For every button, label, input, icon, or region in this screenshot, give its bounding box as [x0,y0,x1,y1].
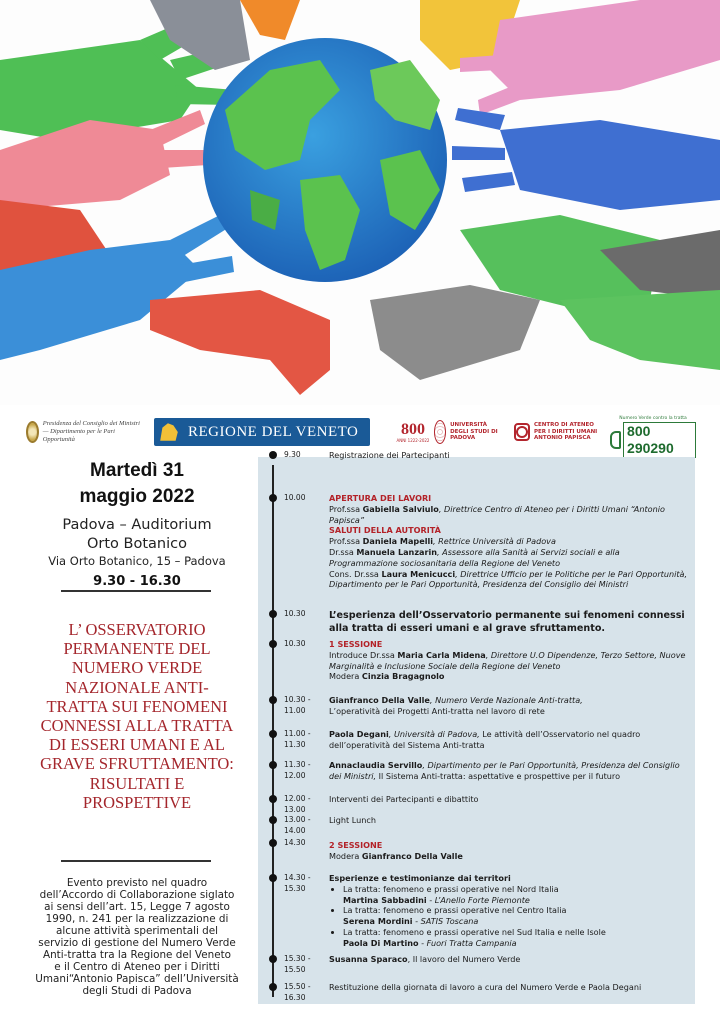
pcm-logo-text: Presidenza del Consiglio dei Ministri — Dipartimento per le Pari Opportunità [42,420,140,443]
divider-top [61,590,211,592]
program-time: 10.30 [284,609,306,618]
timeline-dot [269,696,277,704]
program-text: L’esperienza dell’Osservatorio permanente sui fenomeni connessi alla tratta di esseri umani e al grave sfruttamento. [329,610,685,634]
program-content [329,840,689,862]
list-item: • La tratta: fenomeno e prassi operative nel Sud Italia e nelle Isole Paola Di Martino - Fuori Tratta Campania [343,927,689,949]
centro-ateneo-text: CENTRO DI ATENEO PER I DIRITTI UMANI ANTONIO PAPISCA [534,422,598,442]
event-venue-line2: Orto Botanico [87,536,187,552]
title-line: L’ OSSERVATORIO [68,620,206,639]
speaker-role: , Assessore alla Sanità ai Servizi sociali e alla Programmazione sociosanitaria della Regione del Veneto [329,546,620,568]
note-line: e il Centro di Ateneo per i Diritti [54,961,220,973]
speaker-title: Cons. Dr.ssa [329,568,382,579]
section-heading: 1 SESSIONE [329,639,383,649]
speaker-name: Laura Menicucci [381,568,456,579]
globe-hands-illustration [0,0,720,405]
program-time: 9.30 [284,450,301,459]
note-line: ai sensi dell’art. 15, Legge 7 agosto [44,901,230,913]
speaker-name: Paola Degani [329,729,389,739]
speaker-role: , Rettrice Università di Padova [433,536,556,547]
note-line: degli Studi di Padova [82,985,192,997]
moderator-label: Modera [329,850,362,861]
event-title [28,620,246,812]
title-line: DI ESSERI UMANI E AL [49,735,225,755]
speaker-org: - SATIS Toscana [412,916,479,927]
program-text: Restituzione della giornata di lavoro a cura del Numero Verde e Paola Degani [329,982,642,992]
speaker-role: , Direttrice Ufficio per le Politiche per le Pari Opportunità, Dipartimento per le Pari Opportunità, Presidenza del Consiglio dei Ministri [329,568,688,590]
numero-verde-caption: Numero Verde contro la tratta [619,416,687,421]
event-date-line2: maggio 2022 [79,486,195,507]
speaker-name: Serena Mordini [343,916,413,927]
talk-title: Il Sistema Anti-tratta: aspettative e prospettive per il futuro [376,770,621,781]
talk-title: , Il lavoro del Numero Verde [407,954,521,964]
unipd-seal-icon [434,420,446,444]
lion-icon [158,421,180,443]
section-heading: 2 SESSIONE [329,840,383,850]
speaker-title: Prof.ssa [329,503,363,514]
title-line: NAZIONALE ANTI- [65,677,209,697]
unipd-logo-text: UNIVERSITÀ DEGLI STUDI DI PADOVA [450,422,498,442]
program-time: 14.30 - 15.30 [284,873,311,893]
speaker-title: Prof.ssa [329,536,363,547]
note-line: Anti-tratta tra la Regione del Veneto [42,949,232,961]
note-line: dell’Accordo di Collaborazione siglato [39,889,235,901]
moderator-name: Gianfranco Della Valle [361,850,463,861]
title-line: TRATTA SUI FENOMENI [46,696,228,716]
hand-red-bottom [150,290,330,395]
hand-orange-top [240,0,300,40]
title-line: GRAVE SFRUTTAMENTO: [40,754,234,774]
speaker-role: , Dipartimento per le Pari Opportunità, Presidenza del Consiglio dei Ministri, [329,760,680,781]
program-panel [258,450,695,1004]
program-time: 10.30 [284,639,306,648]
program-time: 12.00 - 13.00 [284,794,311,814]
program-content [329,760,689,782]
unipd-800-logo [396,418,430,446]
note-line: Umani“Antonio Papisca” dell’Università [35,973,239,985]
program-time: 13.00 - 14.00 [284,815,311,835]
centro-ateneo-icon [514,423,530,441]
unipd-logo [434,418,502,446]
event-address: Via Orto Botanico, 15 – Padova [48,554,226,568]
list-item: • La tratta: fenomeno e prassi operative nel Centro Italia Serena Mordini - SATIS Toscana [343,905,689,927]
program-time: 11.00 - 11.30 [284,729,311,749]
speaker-role: , Università di Padova, [388,729,480,739]
program-time: 15.50 - 16.30 [284,982,311,1002]
section-heading: APERTURA DEI LAVORI [329,493,432,503]
list-item: • La tratta: fenomeno e prassi operative nel Nord Italia Martina Sabbadini - L’Anello Forte Piemonte [343,884,689,906]
hand-blue-right [452,108,720,210]
numero-verde-number: 800 290290 [623,422,696,458]
globe [203,38,447,282]
phone-icon [610,431,621,449]
speaker-name: Annaclaudia Servillo [329,760,423,770]
note-line: servizio di gestione del Numero Verde [38,937,236,949]
title-line: PERMANENTE DEL [63,639,211,659]
program-content [329,695,689,717]
moderator-name: Cinzia Bragagnolo [361,671,445,682]
title-line: RISULTATI E [89,773,185,793]
program-content [329,639,689,682]
speaker-name: Martina Sabbadini [343,894,427,905]
title-line: PROSPETTIVE [82,792,192,812]
talk-title: L’operatività dei Progetti Anti-tratta nel lavoro di rete [329,705,545,716]
timeline-dot [269,494,277,502]
timeline-dot [269,451,277,459]
program-text: Interventi dei Partecipanti e dibattito [329,794,479,804]
title-line: CONNESSI ALLA TRATTA [40,716,234,736]
speaker-name: Maria Carla Midena [397,649,486,660]
note-line: 1990, n. 241 per la realizzazione di [45,913,229,925]
timeline-dot [269,610,277,618]
divider-bottom [61,860,211,862]
section-heading: SALUTI DELLA AUTORITÀ [329,525,441,536]
hand-grey-bottom [370,285,540,380]
event-venue-line1: Padova – Auditorium [62,517,212,533]
program-content [329,954,689,965]
agreement-note [28,877,246,997]
program-time: 10.00 [284,493,306,502]
hero-illustration [0,0,720,405]
note-line: alcune attività sperimentali del [55,925,219,937]
section-heading: Esperienze e testimonianze dai territori [329,873,511,883]
unipd-800-subtext: ANNI 1222-2022 [396,437,430,443]
speaker-role: , Numero Verde Nazionale Anti-tratta, [429,695,583,705]
territory-list [329,884,689,949]
speaker-org: - L’Anello Forte Piemonte [426,894,530,905]
timeline-dot [269,874,277,882]
program-content [329,729,689,751]
program-time: 10.30 - 11.00 [284,695,311,715]
timeline-dot [269,983,277,991]
unipd-800-number: 800 [401,420,425,438]
logo-strip [0,410,720,454]
moderator-label: Modera [329,671,362,682]
program-content [329,493,689,590]
program-time: 11.30 - 12.00 [284,760,311,780]
speaker-name: Daniela Mapelli [362,536,434,547]
speaker-name: Gianfranco Della Valle [329,695,430,705]
title-line: NUMERO VERDE [71,658,203,678]
program-time: 15.30 - 15.50 [284,954,311,974]
speaker-org: - Fuori Tratta Campania [418,937,517,948]
speaker-name: Gabiella Salviulo [362,503,439,514]
timeline-dot [269,839,277,847]
pcm-logo [26,418,142,446]
event-info [28,458,246,593]
numero-verde-logo [610,416,696,456]
speaker-role: , Direttrice Centro di Ateneo per i Diritti Umani “Antonio Papisca” [329,503,665,525]
speaker-role: , Direttore U.O Dipendenze, Terzo Settore, Nuove Marginalità e Inclusione Sociale della Regione del Veneto [329,649,686,671]
timeline-dot [269,816,277,824]
timeline-dot [269,955,277,963]
hand-green-bottomright [560,290,720,370]
program-time: 14.30 [284,838,306,847]
talk-title: Le attività dell’Osservatorio nel quadro dell’operatività del Sistema Anti-tratta [329,729,641,750]
timeline-dot [269,730,277,738]
program-content [329,873,689,949]
program-text: Light Lunch [329,815,376,825]
speaker-intro: Introduce Dr.ssa [329,649,398,660]
regione-veneto-text: REGIONE DEL VENETO [188,423,359,440]
speaker-name: Manuela Lanzarin [356,546,438,557]
regione-veneto-logo [154,418,370,446]
timeline-dot [269,795,277,803]
event-time: 9.30 - 16.30 [93,574,181,589]
timeline-dot [269,640,277,648]
timeline-dot [269,761,277,769]
program-text: Registrazione dei Partecipanti [329,450,450,460]
event-date-line1: Martedì 31 [90,460,184,481]
speaker-name: Paola Di Martino [343,937,419,948]
speaker-name: Susanna Sparaco [329,954,408,964]
speaker-title: Dr.ssa [329,546,357,557]
centro-ateneo-logo [514,418,602,446]
note-line: Evento previsto nel quadro [66,877,208,889]
republic-seal-icon [26,421,39,443]
